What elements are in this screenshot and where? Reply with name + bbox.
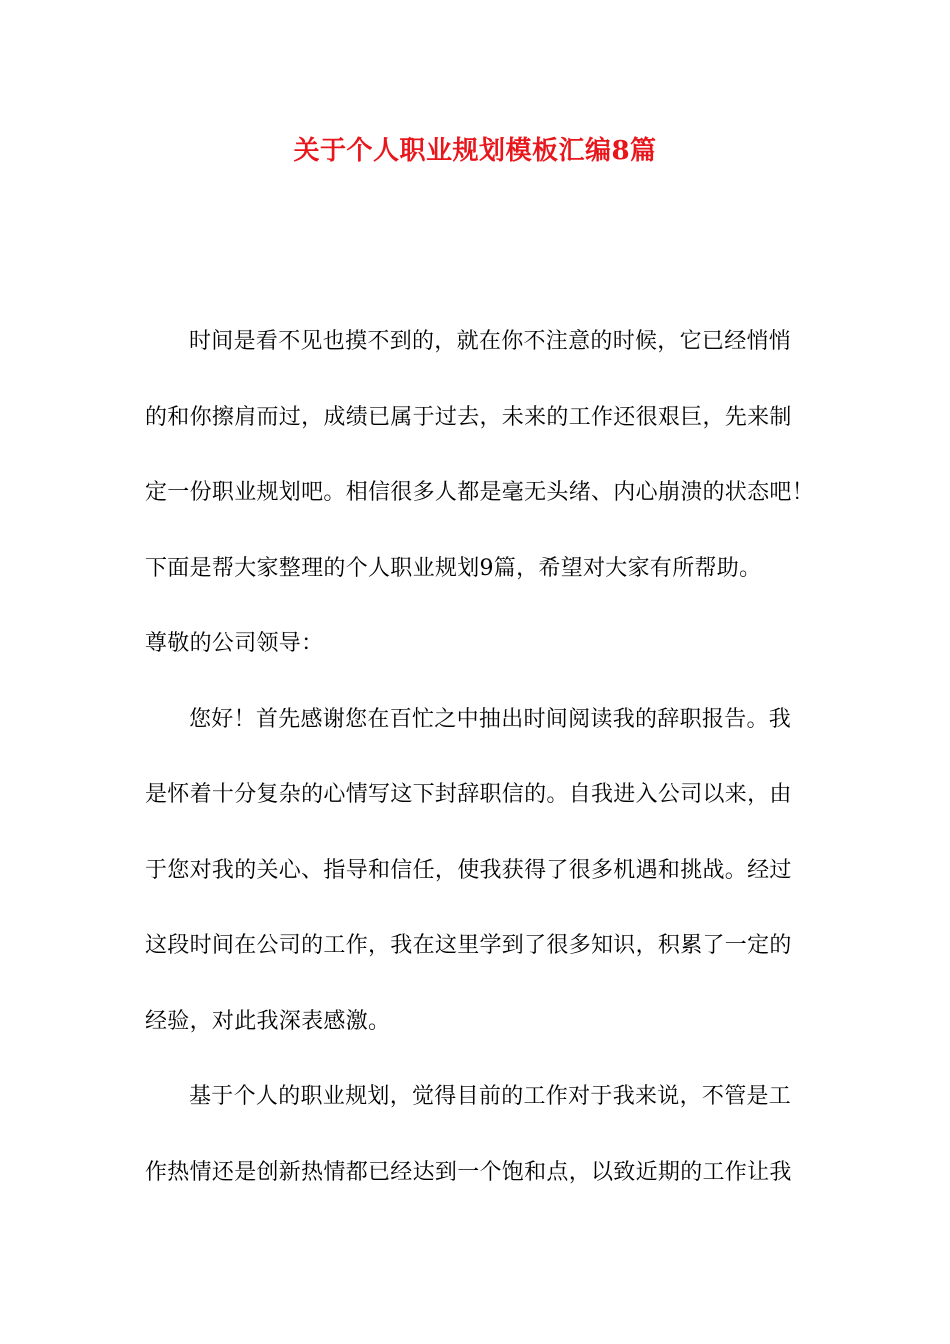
text-line: 的和你擦肩而过，成绩已属于过去，未来的工作还很艰巨，先来制: [145, 404, 792, 430]
text-line: 基于个人的职业规划，觉得目前的工作对于我来说，不管是工: [189, 1084, 792, 1109]
text-line: 尊敬的公司领导：: [145, 631, 324, 656]
text-line: 于您对我的关心、指导和信任，使我获得了很多机遇和挑战。经过: [145, 857, 792, 883]
document-title: 关于个人职业规划模板汇编8篇: [293, 136, 657, 166]
text-line: 是怀着十分复杂的心情写这下封辞职信的。自我进入公司以来，由: [145, 782, 792, 807]
text-line: 作热情还是创新热情都已经达到一个饱和点，以致近期的工作让我: [145, 1159, 792, 1185]
text-line: 下面是帮大家整理的个人职业规划9篇，希望对大家有所帮助。: [145, 555, 762, 581]
text-line: 时间是看不见也摸不到的，就在你不注意的时候，它已经悄悄: [189, 329, 792, 354]
text-line: 这段时间在公司的工作，我在这里学到了很多知识，积累了一定的: [145, 933, 792, 958]
text-line: 您好！首先感谢您在百忙之中抽出时间阅读我的辞职报告。我: [189, 706, 792, 732]
text-line: 定一份职业规划吧。相信很多人都是毫无头绪、内心崩溃的状态吧！: [145, 480, 815, 505]
document-body: [145, 322, 815, 1228]
text-line: 经验，对此我深表感激。: [145, 1008, 391, 1034]
